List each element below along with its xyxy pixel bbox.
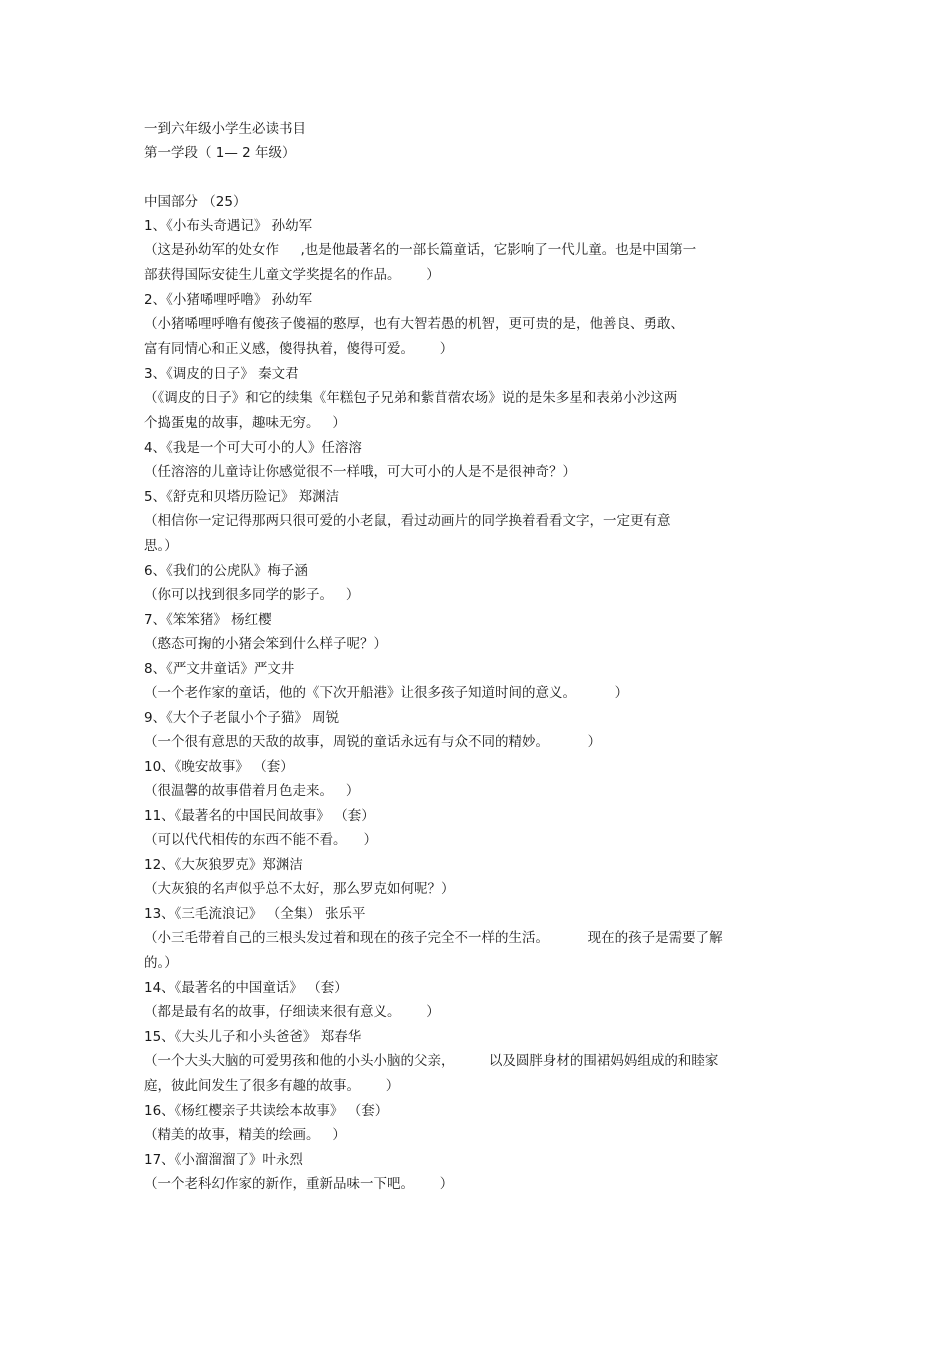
book-item (144, 853, 804, 902)
book-description: （一个大头大脑的可爱男孩和他的小头小脑的父亲， 以及圆胖身材的围裙妈妈组成的和睦家 庭，彼此间发生了很多有趣的故事。 ） (144, 1053, 719, 1094)
book-description: （相信你一定记得那两只很可爱的小老鼠，看过动画片的同学换着看看文字，一定更有意 思。） (144, 513, 671, 554)
book-title: 6、《我们的公虎队》梅子涵 (144, 563, 308, 579)
book-title: 12、《大灰狼罗克》郑渊洁 (144, 857, 303, 873)
book-title: 5、《舒克和贝塔历险记》 郑渊洁 (144, 489, 340, 505)
book-description: （都是最有名的故事，仔细读来很有意义。 ） (144, 1004, 440, 1020)
book-title: 2、《小猪唏哩呼噜》 孙幼军 (144, 292, 313, 308)
book-description: （憨态可掬的小猪会笨到什么样子呢？） (144, 636, 387, 652)
book-item (144, 706, 804, 755)
book-item (144, 657, 804, 706)
book-list (144, 214, 804, 1197)
book-item (144, 1025, 804, 1099)
book-description: （精美的故事，精美的绘画。 ） (144, 1127, 346, 1143)
book-title: 7、《笨笨猪》 杨红樱 (144, 612, 272, 628)
book-item (144, 1099, 804, 1148)
book-item (144, 436, 804, 485)
book-title: 13、《三毛流浪记》 （全集） 张乐平 (144, 906, 366, 922)
section-heading: 中国部分 （25） (144, 194, 247, 210)
book-title: 15、《大头儿子和小头爸爸》 郑春华 (144, 1029, 362, 1045)
book-item (144, 362, 804, 436)
book-description: （一个老作家的童话，他的《下次开船港》让很多孩子知道时间的意义。 ） (144, 685, 629, 701)
document-title: 一到六年级小学生必读书目 (144, 121, 306, 137)
book-description: （你可以找到很多同学的影子。 ） (144, 587, 360, 603)
book-description: （可以代代相传的东西不能不看。 ） (144, 832, 378, 848)
book-description: （小猪唏哩呼噜有傻孩子傻福的憨厚，也有大智若愚的机智，更可贵的是，他善良、勇敢、 富有同情心和正义感，傻得执着，傻得可爱。 ） (144, 316, 684, 357)
spacer (144, 165, 804, 190)
book-item (144, 288, 804, 362)
book-description: （《调皮的日子》和它的续集《年糕包子兄弟和紫苜蓿农场》说的是朱多星和表弟小沙这两 个捣蛋鬼的故事，趣味无穷。 ） (144, 390, 678, 431)
book-item (144, 608, 804, 657)
book-title: 14、《最著名的中国童话》 （套） (144, 980, 348, 996)
stage-heading: 第一学段（ 1— 2 年级） (144, 145, 296, 161)
book-item (144, 485, 804, 559)
document-page (144, 117, 804, 1197)
book-title: 17、《小溜溜溜了》叶永烈 (144, 1152, 303, 1168)
book-description: （一个很有意思的天敌的故事，周锐的童话永远有与众不同的精妙。 ） (144, 734, 602, 750)
book-title: 4、《我是一个可大可小的人》任溶溶 (144, 440, 362, 456)
book-item (144, 214, 804, 288)
book-title: 8、《严文井童话》严文井 (144, 661, 295, 677)
book-item (144, 755, 804, 804)
book-description: （大灰狼的名声似乎总不太好，那么罗克如何呢？） (144, 881, 455, 897)
book-description: （小三毛带着自己的三根头发过着和现在的孩子完全不一样的生活。 现在的孩子是需要了解 的。） (144, 930, 723, 971)
book-description: （一个老科幻作家的新作，重新品味一下吧。 ） (144, 1176, 454, 1192)
book-description: （任溶溶的儿童诗让你感觉很不一样哦，可大可小的人是不是很神奇？） (144, 464, 576, 480)
book-item (144, 559, 804, 608)
book-title: 1、《小布头奇遇记》 孙幼军 (144, 218, 313, 234)
book-title: 10、《晚安故事》 （套） (144, 759, 294, 775)
book-title: 9、《大个子老鼠小个子猫》 周锐 (144, 710, 340, 726)
book-item (144, 976, 804, 1025)
book-title: 3、《调皮的日子》 秦文君 (144, 366, 299, 382)
book-item (144, 902, 804, 976)
book-description: （这是孙幼军的处女作 ,也是他最著名的一部长篇童话，它影响了一代儿童。也是中国第一 部获得国际安徒生儿童文学奖提名的作品。 ） (144, 242, 697, 283)
book-item (144, 804, 804, 853)
book-title: 16、《杨红樱亲子共读绘本故事》 （套） (144, 1103, 389, 1119)
book-item (144, 1148, 804, 1197)
book-description: （很温馨的故事借着月色走来。 ） (144, 783, 360, 799)
book-title: 11、《最著名的中国民间故事》 （套） (144, 808, 375, 824)
